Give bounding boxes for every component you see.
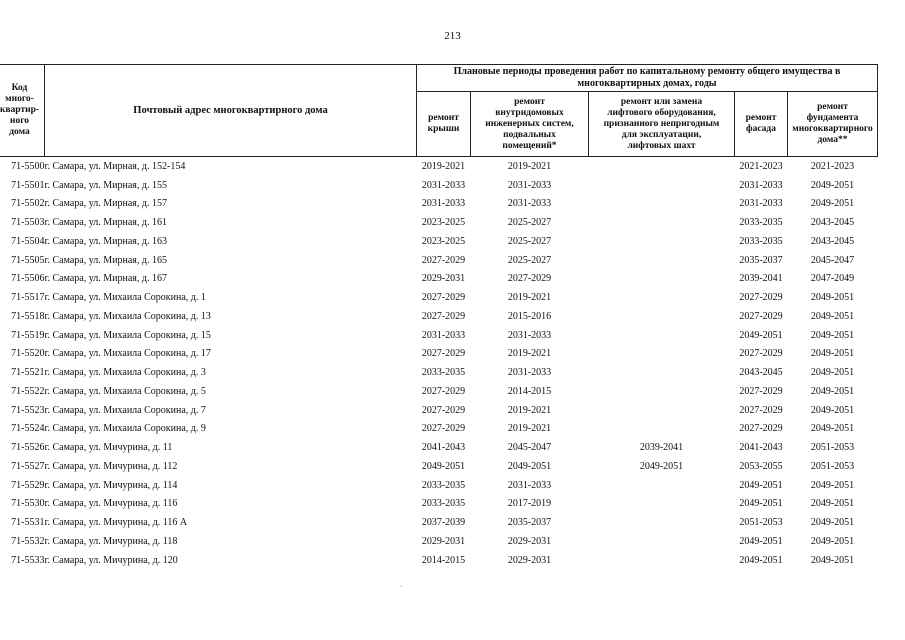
cell-elevator (589, 195, 735, 214)
cell-code: 71-5527 (11, 460, 45, 472)
header-code-label: Код много- квартир- ного дома (0, 83, 40, 137)
cell-code: 71-5518 (11, 310, 45, 322)
cell-facade: 2049-2051 (739, 479, 783, 491)
cell-engineering: 2025-2027 (507, 254, 552, 266)
table-row (0, 363, 878, 382)
cell-foundation: 2043-2045 (810, 217, 855, 229)
cell-foundation: 2049-2051 (810, 479, 855, 491)
cell-elevator (589, 532, 735, 551)
cell-facade: 2027-2029 (739, 385, 783, 397)
cell-roof: 2031-2033 (421, 329, 466, 341)
cell-roof: 2049-2051 (421, 460, 466, 472)
cell-elevator: 2049-2051 (639, 460, 684, 472)
cell-address: г. Самара, ул. Мирная, д. 157 (44, 198, 167, 210)
cell-foundation: 2049-2051 (810, 423, 855, 435)
cell-engineering: 2045-2047 (507, 442, 552, 454)
cell-roof: 2023-2025 (421, 235, 466, 247)
cell-code: 71-5522 (11, 385, 45, 397)
cell-address: г. Самара, ул. Мирная, д. 167 (44, 273, 167, 285)
cell-elevator (589, 401, 735, 420)
table-body (0, 157, 878, 570)
cell-engineering: 2031-2033 (507, 329, 552, 341)
cell-roof: 2023-2025 (421, 217, 466, 229)
cell-elevator (589, 345, 735, 364)
cell-foundation: 2051-2053 (810, 460, 855, 472)
cell-code: 71-5502 (11, 198, 45, 210)
cell-elevator (589, 176, 735, 195)
cell-foundation: 2049-2051 (810, 385, 855, 397)
cell-engineering: 2027-2029 (507, 273, 552, 285)
cell-code: 71-5529 (11, 479, 45, 491)
cell-roof: 2027-2029 (421, 385, 466, 397)
table-row (0, 307, 878, 326)
cell-facade: 2033-2035 (739, 235, 783, 247)
cell-engineering: 2031-2033 (507, 179, 552, 191)
table-row (0, 551, 878, 570)
cell-foundation: 2049-2051 (810, 535, 855, 547)
cell-engineering: 2019-2021 (507, 348, 552, 360)
header-address (45, 65, 417, 157)
cell-address: г. Самара, ул. Михаила Сорокина, д. 17 (44, 348, 211, 360)
cell-engineering: 2019-2021 (507, 404, 552, 416)
cell-facade: 2021-2023 (739, 160, 783, 172)
table-row (0, 382, 878, 401)
cell-foundation: 2049-2051 (810, 367, 855, 379)
cell-elevator (589, 326, 735, 345)
cell-foundation: 2049-2051 (810, 554, 855, 566)
cell-roof: 2027-2029 (421, 292, 466, 304)
cell-roof: 2031-2033 (421, 198, 466, 210)
cell-foundation: 2051-2053 (810, 442, 855, 454)
cell-facade: 2041-2043 (739, 442, 783, 454)
cell-elevator (589, 213, 735, 232)
cell-code: 71-5531 (11, 517, 45, 529)
cell-elevator (589, 288, 735, 307)
cell-address: г. Самара, ул. Мирная, д. 155 (44, 179, 167, 191)
header-engineering (471, 92, 589, 157)
cell-elevator (589, 251, 735, 270)
cell-facade: 2051-2053 (739, 517, 783, 529)
table-row (0, 195, 878, 214)
cell-facade: 2031-2033 (739, 198, 783, 210)
cell-code: 71-5523 (11, 404, 45, 416)
cell-code: 71-5524 (11, 423, 45, 435)
cell-roof: 2027-2029 (421, 310, 466, 322)
table-row (0, 476, 878, 495)
cell-engineering: 2031-2033 (507, 198, 552, 210)
cell-foundation: 2049-2051 (810, 198, 855, 210)
cell-code: 71-5500 (11, 160, 45, 172)
table-row (0, 495, 878, 514)
header-address-label: Почтовый адрес многоквартирного дома (133, 105, 328, 116)
cell-elevator (589, 307, 735, 326)
table-row (0, 401, 878, 420)
table-row (0, 213, 878, 232)
cell-facade: 2031-2033 (739, 179, 783, 191)
cell-elevator (589, 382, 735, 401)
cell-address: г. Самара, ул. Мичурина, д. 116 А (44, 517, 188, 529)
cell-code: 71-5533 (11, 554, 45, 566)
header-facade (735, 92, 788, 157)
cell-address: г. Самара, ул. Михаила Сорокина, д. 5 (44, 385, 206, 397)
cell-address: г. Самара, ул. Мичурина, д. 116 (44, 498, 178, 510)
header-group-label: Плановые периоды проведения работ по капитальному ремонту общего имущества в многоквартирных домах, годы (453, 66, 841, 89)
cell-engineering: 2019-2021 (507, 160, 552, 172)
cell-engineering: 2015-2016 (507, 310, 552, 322)
cell-elevator (589, 363, 735, 382)
table-row (0, 270, 878, 289)
header-roof-label: ремонт крыши (427, 113, 460, 134)
header-foundation-label: ремонт фундамента многоквартирного дома** (792, 102, 873, 145)
cell-facade: 2027-2029 (739, 404, 783, 416)
cell-elevator (589, 476, 735, 495)
cell-address: г. Самара, ул. Мичурина, д. 114 (44, 479, 178, 491)
cell-address: г. Самара, ул. Михаила Сорокина, д. 7 (44, 404, 206, 416)
table-row (0, 457, 878, 476)
cell-foundation: 2049-2051 (810, 310, 855, 322)
cell-foundation: 2049-2051 (810, 179, 855, 191)
table-row (0, 251, 878, 270)
cell-engineering: 2029-2031 (507, 535, 552, 547)
cell-address: г. Самара, ул. Мичурина, д. 11 (44, 442, 173, 454)
cell-code: 71-5530 (11, 498, 45, 510)
cell-engineering: 2029-2031 (507, 554, 552, 566)
cell-address: г. Самара, ул. Михаила Сорокина, д. 15 (44, 329, 211, 341)
cell-roof: 2037-2039 (421, 517, 466, 529)
cell-foundation: 2049-2051 (810, 517, 855, 529)
cell-roof: 2027-2029 (421, 423, 466, 435)
cell-facade: 2039-2041 (739, 273, 783, 285)
header-roof (417, 92, 471, 157)
cell-foundation: 2043-2045 (810, 235, 855, 247)
cell-address: г. Самара, ул. Мичурина, д. 112 (44, 460, 178, 472)
table-row (0, 232, 878, 251)
cell-engineering: 2019-2021 (507, 292, 552, 304)
cell-elevator (589, 420, 735, 439)
cell-roof: 2029-2031 (421, 273, 466, 285)
cell-address: г. Самара, ул. Мичурина, д. 120 (44, 554, 178, 566)
cell-roof: 2041-2043 (421, 442, 466, 454)
cell-code: 71-5532 (11, 535, 45, 547)
cell-elevator (589, 232, 735, 251)
cell-engineering: 2025-2027 (507, 235, 552, 247)
header-planned-periods (417, 65, 878, 92)
cell-elevator (589, 551, 735, 570)
cell-roof: 2029-2031 (421, 535, 466, 547)
cell-facade: 2027-2029 (739, 348, 783, 360)
cell-roof: 2027-2029 (421, 254, 466, 266)
cell-foundation: 2045-2047 (810, 254, 855, 266)
table-row (0, 438, 878, 457)
cell-elevator (589, 495, 735, 514)
cell-address: г. Самара, ул. Михаила Сорокина, д. 3 (44, 367, 206, 379)
table-row (0, 345, 878, 364)
cell-roof: 2031-2033 (421, 179, 466, 191)
cell-engineering: 2031-2033 (507, 479, 552, 491)
page-number: 213 (444, 30, 461, 42)
cell-roof: 2014-2015 (421, 554, 466, 566)
table-row (0, 176, 878, 195)
cell-code: 71-5501 (11, 179, 45, 191)
cell-engineering: 2035-2037 (507, 517, 552, 529)
cell-facade: 2049-2051 (739, 329, 783, 341)
header-elevator-label: ремонт или замена лифтового оборудования, признанного непригодным для эксплуатации, лифтовых шахт (603, 96, 720, 151)
cell-elevator: 2039-2041 (639, 442, 684, 454)
cell-foundation: 2049-2051 (810, 348, 855, 360)
cell-roof: 2027-2029 (421, 348, 466, 360)
capital-repair-table (0, 64, 878, 570)
cell-elevator (589, 513, 735, 532)
page-mark: · (400, 582, 403, 591)
header-foundation (788, 92, 878, 157)
cell-code: 71-5504 (11, 235, 45, 247)
cell-foundation: 2049-2051 (810, 292, 855, 304)
cell-code: 71-5505 (11, 254, 45, 266)
cell-facade: 2035-2037 (739, 254, 783, 266)
header-facade-label: ремонт фасада (745, 113, 777, 134)
cell-roof: 2019-2021 (421, 160, 466, 172)
cell-facade: 2049-2051 (739, 554, 783, 566)
cell-engineering: 2014-2015 (507, 385, 552, 397)
cell-engineering: 2031-2033 (507, 367, 552, 379)
cell-roof: 2033-2035 (421, 479, 466, 491)
cell-facade: 2053-2055 (739, 460, 783, 472)
cell-code: 71-5526 (11, 442, 45, 454)
cell-foundation: 2049-2051 (810, 329, 855, 341)
cell-code: 71-5506 (11, 273, 45, 285)
cell-code: 71-5519 (11, 329, 45, 341)
table-row (0, 326, 878, 345)
header-engineering-label: ремонт внутридомовых инженерных систем, подвальных помещений* (485, 96, 574, 151)
header-elevator (589, 92, 735, 157)
cell-address: г. Самара, ул. Мичурина, д. 118 (44, 535, 178, 547)
cell-roof: 2027-2029 (421, 404, 466, 416)
cell-facade: 2033-2035 (739, 217, 783, 229)
cell-address: г. Самара, ул. Михаила Сорокина, д. 1 (44, 292, 206, 304)
cell-engineering: 2017-2019 (507, 498, 552, 510)
cell-address: г. Самара, ул. Мирная, д. 165 (44, 254, 167, 266)
cell-address: г. Самара, ул. Михаила Сорокина, д. 9 (44, 423, 206, 435)
cell-code: 71-5521 (11, 367, 45, 379)
cell-facade: 2027-2029 (739, 423, 783, 435)
cell-address: г. Самара, ул. Михаила Сорокина, д. 13 (44, 310, 211, 322)
cell-elevator (589, 157, 735, 176)
cell-engineering: 2019-2021 (507, 423, 552, 435)
cell-foundation: 2049-2051 (810, 498, 855, 510)
cell-facade: 2027-2029 (739, 310, 783, 322)
cell-address: г. Самара, ул. Мирная, д. 161 (44, 217, 167, 229)
cell-roof: 2033-2035 (421, 367, 466, 379)
table-row (0, 157, 878, 176)
cell-code: 71-5520 (11, 348, 45, 360)
cell-code: 71-5503 (11, 217, 45, 229)
table-row (0, 288, 878, 307)
cell-engineering: 2025-2027 (507, 217, 552, 229)
table-row (0, 420, 878, 439)
cell-facade: 2027-2029 (739, 292, 783, 304)
table-row (0, 513, 878, 532)
cell-foundation: 2021-2023 (810, 160, 855, 172)
table-row (0, 532, 878, 551)
cell-facade: 2049-2051 (739, 535, 783, 547)
cell-facade: 2049-2051 (739, 498, 783, 510)
cell-roof: 2033-2035 (421, 498, 466, 510)
cell-foundation: 2049-2051 (810, 404, 855, 416)
cell-code: 71-5517 (11, 292, 45, 304)
cell-address: г. Самара, ул. Мирная, д. 163 (44, 235, 167, 247)
cell-foundation: 2047-2049 (810, 273, 855, 285)
header-code (0, 65, 45, 157)
cell-facade: 2043-2045 (739, 367, 783, 379)
cell-address: г. Самара, ул. Мирная, д. 152-154 (44, 160, 186, 172)
cell-engineering: 2049-2051 (507, 460, 552, 472)
cell-elevator (589, 270, 735, 289)
